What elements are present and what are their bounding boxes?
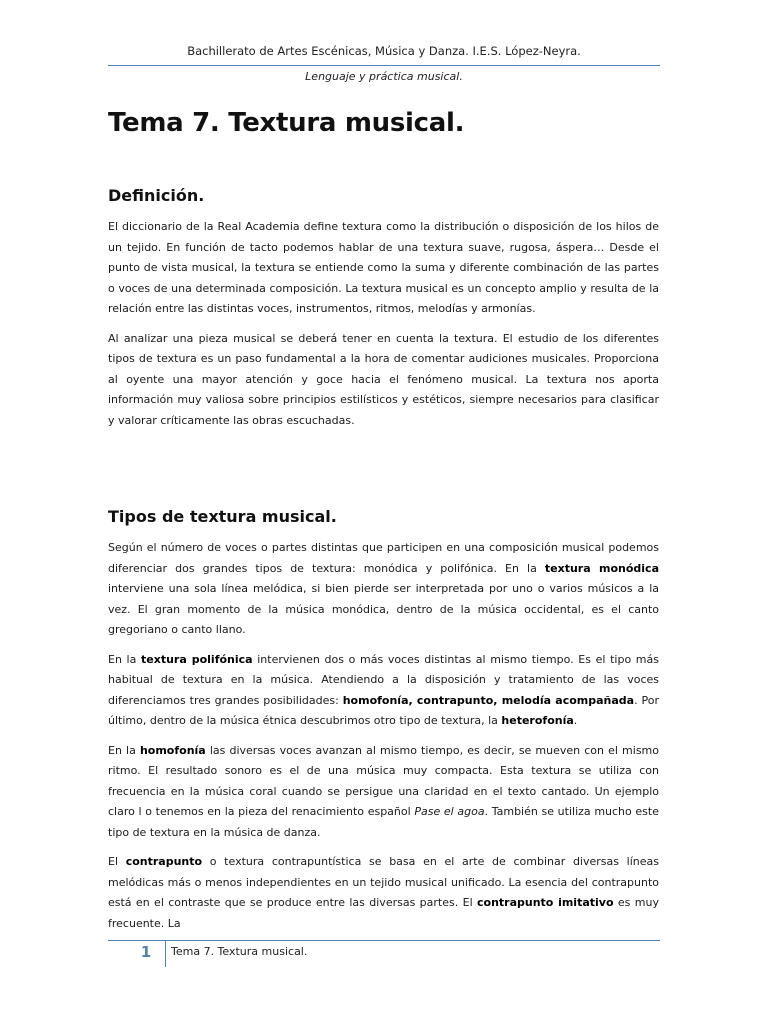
paragraph-text: En la <box>108 743 140 757</box>
section-heading-definicion: Definición. <box>108 186 205 205</box>
running-header: Bachillerato de Artes Escénicas, Música y Danza. I.E.S. López-Neyra. <box>187 44 581 58</box>
emphasis-text: textura monódica <box>544 561 660 575</box>
emphasis-text: Pase el agoa <box>414 805 485 818</box>
paragraph-text: . Por último, dentro de la música étnica descubrimos otro tipo de textura, la <box>108 693 659 727</box>
paragraph-text: . <box>573 714 578 727</box>
paragraph <box>108 852 659 934</box>
paragraph-text: El <box>108 855 126 868</box>
section-heading-tipos: Tipos de textura musical. <box>108 507 337 526</box>
paragraph-text: . También se utiliza mucho este tipo de textura en la música de danza. <box>108 805 659 839</box>
paragraph-text: interviene una sola línea melódica, si bien pierde ser interpretada por uno o varios músicos a la vez. El gran momento de la música monódica, dentro de la música occidental, es el canto gregoriano o canto llano. <box>108 582 659 636</box>
paragraph-text: En la <box>108 652 141 666</box>
emphasis-text: heterofonía <box>501 714 574 727</box>
emphasis-text: textura polifónica <box>141 652 253 666</box>
paragraph-text: o textura contrapuntística se basa en el arte de combinar diversas líneas melódicas más o menos independientes en un tejido musical unificado. La esencia del contrapunto está en el contraste que se produce entre las diversas partes. El <box>108 855 659 909</box>
paragraph <box>108 538 659 641</box>
emphasis-text: contrapunto imitativo <box>477 896 614 909</box>
document-body <box>108 108 659 934</box>
emphasis-text: homofonía, contrapunto, melodía acompañada <box>342 693 635 707</box>
footer-title: Tema 7. Textura musical. <box>171 945 308 958</box>
paragraph <box>108 217 659 320</box>
paragraph-text: las diversas voces avanzan al mismo tiempo, es decir, se mueven con el mismo ritmo. El resultado sonoro es el de una música muy compacta. Esta textura se utiliza con frecuencia en la música coral cuando se persigue una claridad en el texto cantado. Un ejemplo claro l o tenemos en la pieza del renacimiento español <box>108 743 659 818</box>
running-subheader: Lenguaje y práctica musical. <box>305 70 463 83</box>
footer-rule <box>108 940 660 941</box>
emphasis-text: contrapunto <box>125 855 203 868</box>
paragraph <box>108 329 659 432</box>
paragraph-text: El diccionario de la Real Academia define textura como la distribución o disposición de los hilos de un tejido. En función de tacto podemos hablar de una textura suave, rugosa, áspera… Desde el punto de vista musical, la textura se entiende como la suma y diferente combinación de las partes o voces de una determinada composición. La textura musical es un concepto amplio y resulta de la relación entre las distintas voces, instrumentos, ritmos, melodías y armonías. <box>108 220 659 315</box>
paragraph-text: Según el número de voces o partes distintas que participen en una composición musical podemos diferenciar dos grandes tipos de textura: monódica y polifónica. En la <box>108 541 659 575</box>
page-number: 1 <box>140 943 152 961</box>
paragraph <box>108 650 659 732</box>
paragraph-text: es muy frecuente. La <box>108 896 659 930</box>
paragraph <box>108 741 659 844</box>
footer-divider <box>165 941 166 967</box>
emphasis-text: homofonía <box>139 743 206 757</box>
page-title: Tema 7. Textura musical. <box>108 108 465 138</box>
header-rule <box>108 65 660 66</box>
paragraph-text: Al analizar una pieza musical se deberá tener en cuenta la textura. El estudio de los diferentes tipos de textura es un paso fundamental a la hora de comentar audiciones musicales. Proporciona al oyente una mayor atención y goce hacia el fenómeno musical. La textura nos aporta información muy valiosa sobre principios estilísticos y estéticos, siempre necesarios para clasificar y valorar críticamente las obras escuchadas. <box>108 331 659 427</box>
paragraph-text: intervienen dos o más voces distintas al mismo tiempo. Es el tipo más habitual de textura en la música. Atendiendo a la disposición y tratamiento de las voces diferenciamos tres grandes posibilidades: <box>108 652 659 707</box>
